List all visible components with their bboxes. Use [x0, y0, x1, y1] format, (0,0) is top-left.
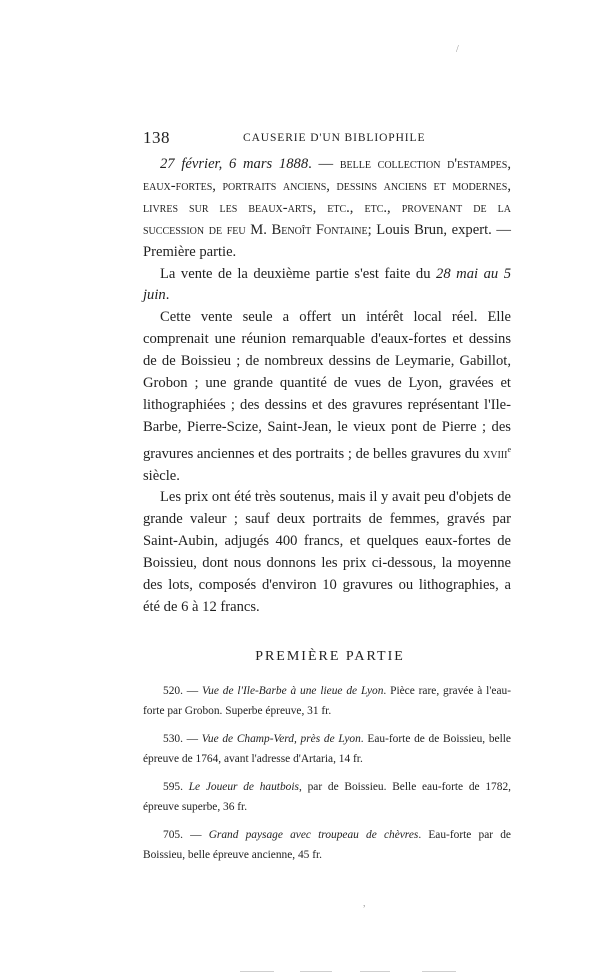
lot-title: Vue de l'Ile-Barbe à une lieue de Lyon: [202, 684, 384, 697]
page-number: 138: [143, 128, 170, 147]
section-title: PREMIÈRE PARTIE: [255, 648, 405, 664]
book-page: [143, 128, 511, 873]
expert-line: ; Louis Brun, expert. — Première partie.: [143, 221, 511, 260]
lot-number: 705. —: [163, 828, 209, 841]
catalogue-entry: [143, 825, 511, 865]
catalogue-list: [143, 681, 511, 865]
sale-dates: 27 février, 6 mars 1888: [160, 156, 309, 172]
lot-description: , par de Boissieu. Belle eau-forte de 1782, épreuve superbe, 36 fr.: [143, 780, 511, 813]
paragraph-prices: Les prix ont été très soutenus, mais il y avait peu d'objets de grande valeur ; sauf deux portraits de femmes, gravés par Saint-Aubin, adjugés 400 francs, et quelques eaux-fortes de Boissieu, dont nous donnons les prix ci-dessous, la moyenne des lots, composés d'environ 10 gravures ou lithographies, a été de 6 à 12 francs.: [143, 489, 511, 615]
body-text: [143, 154, 511, 619]
running-title: CAUSERIE D'UN BIBLIOPHILE: [243, 132, 426, 144]
catalogue-entry: [143, 729, 511, 769]
paragraph-second-part: La vente de la deuxième partie s'est faite du 28 mai au 5 juin.: [143, 265, 512, 304]
second-part-dates: 28 mai au 5 juin: [143, 265, 512, 304]
lot-description: . Eau-forte de de Boissieu, belle épreuve de 1764, avant l'adresse d'Artaria, 14 fr.: [143, 732, 511, 765]
running-head: [143, 128, 511, 150]
century-numeral: xviii: [483, 445, 508, 462]
lot-title: Grand paysage avec troupeau de chèvres: [208, 828, 419, 841]
lot-title: Le Joueur de hautbois: [188, 780, 299, 793]
lot-number: 520. —: [163, 684, 203, 697]
lot-number: 595.: [163, 780, 189, 793]
separator: . —: [308, 156, 340, 172]
paragraph-sale-announcement: [143, 154, 511, 264]
footer-rule-segment: [300, 971, 332, 972]
lot-description: . Eau-forte par de Boissieu, belle épreuve ancienne, 45 fr.: [143, 828, 511, 861]
catalogue-entry: [143, 777, 511, 817]
margin-speck: /: [456, 44, 459, 55]
footer-rule-segment: [422, 971, 456, 972]
footer-rule-segment: [360, 971, 390, 972]
lot-number: 530. —: [163, 732, 202, 745]
lot-title: Vue de Champ-Verd, près de Lyon: [201, 732, 361, 745]
collection-owner: M. Benoît Fontaine: [250, 221, 368, 238]
collection-title: belle collection d'estampes, eaux-fortes, portraits anciens, dessins anciens et modernes, livres sur les beaux-arts, etc., etc., provenant de la succession de feu: [143, 156, 511, 238]
century-superscript: e: [507, 444, 511, 454]
margin-speck: ,: [363, 898, 366, 909]
lot-description: . Pièce rare, gravée à l'eau-forte par Grobon. Superbe épreuve, 31 fr.: [143, 684, 511, 717]
paragraph-local-interest: Cette vente seule a offert un intérêt local réel. Elle comprenait une réunion remarquable d'eaux-fortes et dessins de de Boissieu ; de nombreux dessins de Leymarie, Gabillot, Grobon ; une grande quantité de vues de Lyon, gravées et lithographiées ; des dessins et des gravures représentant l'Ile-Barbe, Pierre-Scize, Saint-Jean, le vieux pont de Pierre ; des gravures anciennes et des portraits ; de belles gravures du xviii$^e$ siècle.: [143, 309, 511, 484]
catalogue-entry: [143, 681, 511, 721]
footer-rule-segment: [240, 971, 274, 972]
